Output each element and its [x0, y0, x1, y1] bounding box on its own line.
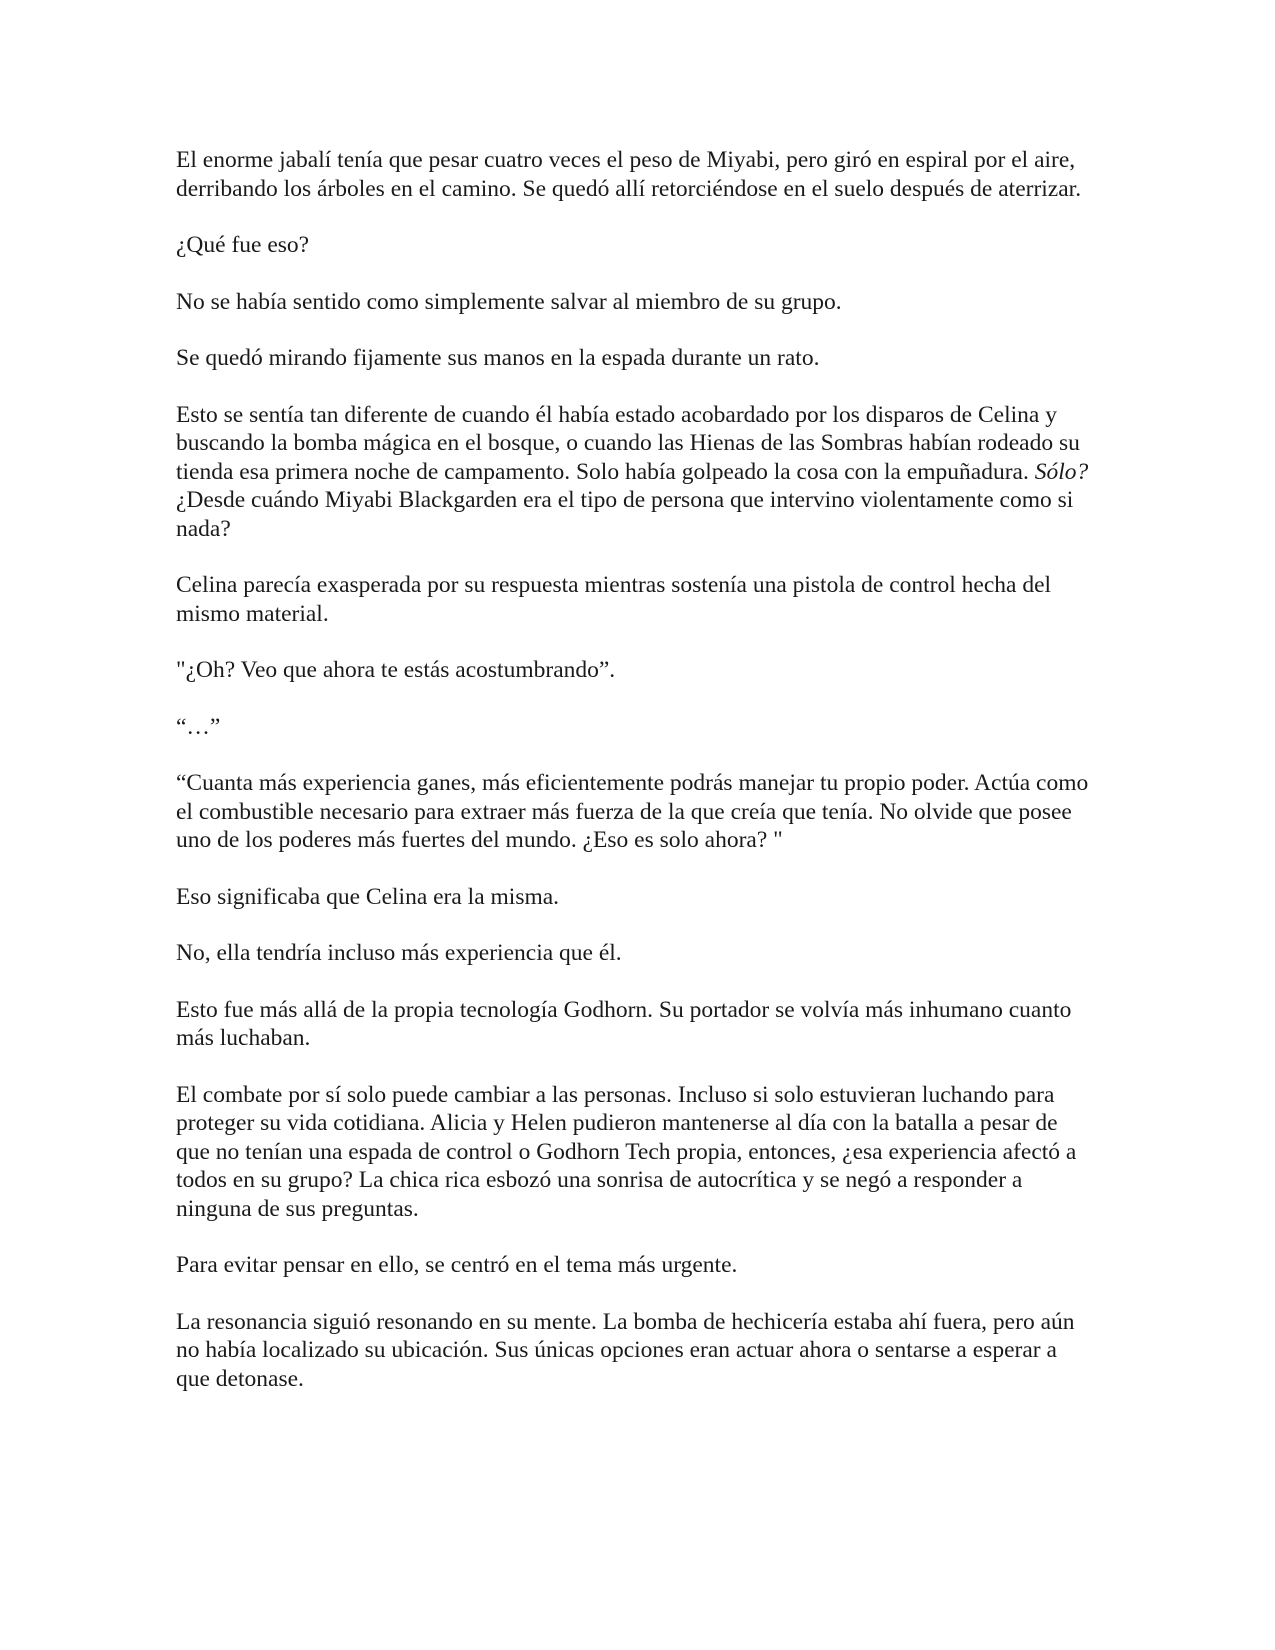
- paragraph: Esto fue más allá de la propia tecnología Godhorn. Su portador se volvía más inhumano cuanto más luchaban.: [176, 996, 1072, 1051]
- paragraph: ¿Qué fue eso?: [176, 232, 310, 258]
- paragraph: El combate por sí solo puede cambiar a las personas. Incluso si solo estuvieran luchando para proteger su vida cotidiana. Alicia y Helen pudieron mantenerse al día con la batalla a pesar de que no tenían una espada de control o Godhorn Tech propia, entonces, ¿esa experiencia afectó a todos en su grupo? La chica rica esbozó una sonrisa de autocrítica y se negó a responder a ninguna de sus preguntas.: [176, 1081, 1077, 1222]
- paragraph: “…”: [176, 713, 221, 740]
- paragraph-text: Esto se sentía tan diferente de cuando él había estado acobardado por los disparos de Celina y buscando la bomba mágica en el bosque, o cuando las Hienas de las Sombras habían rodeado su tienda esa primera noche de campamento. Solo había golpeado la cosa con la empuñadura.: [176, 401, 1080, 485]
- paragraph: El enorme jabalí tenía que pesar cuatro veces el peso de Miyabi, pero giró en espiral por el aire, derribando los árboles en el camino. Se quedó allí retorciéndose en el suelo después de aterrizar.: [176, 147, 1082, 202]
- paragraph: [176, 401, 1096, 544]
- paragraph: Para evitar pensar en ello, se centró en el tema más urgente.: [176, 1252, 738, 1278]
- paragraph: "¿Oh? Veo que ahora te estás acostumbrando”.: [176, 657, 616, 683]
- paragraph: La resonancia siguió resonando en su mente. La bomba de hechicería estaba ahí fuera, pero aún no había localizado su ubicación. Sus únicas opciones eran actuar ahora o sentarse a esperar a que detonase.: [176, 1308, 1075, 1392]
- paragraph: “Cuanta más experiencia ganes, más eficientemente podrás manejar tu propio poder. Actúa como el combustible necesario para extraer más fuerza de la que creía que tenía. No olvide que posee uno de los poderes más fuertes del mundo. ¿Eso es solo ahora? ": [176, 770, 1089, 853]
- paragraph: No se había sentido como simplemente salvar al miembro de su grupo.: [176, 288, 842, 315]
- paragraph-text: ¿Desde cuándo Miyabi Blackgarden era el tipo de persona que intervino violentamente como si nada?: [176, 487, 1074, 542]
- paragraph: Eso significaba que Celina era la misma.: [176, 883, 560, 910]
- paragraph: Celina parecía exasperada por su respuesta mientras sostenía una pistola de control hecha del mismo material.: [176, 572, 1052, 627]
- paragraph: No, ella tendría incluso más experiencia que él.: [176, 940, 622, 966]
- paragraph: Se quedó mirando fijamente sus manos en la espada durante un rato.: [176, 345, 820, 371]
- page-body: [176, 146, 1096, 1421]
- italic-text: Sólo?: [1034, 458, 1089, 485]
